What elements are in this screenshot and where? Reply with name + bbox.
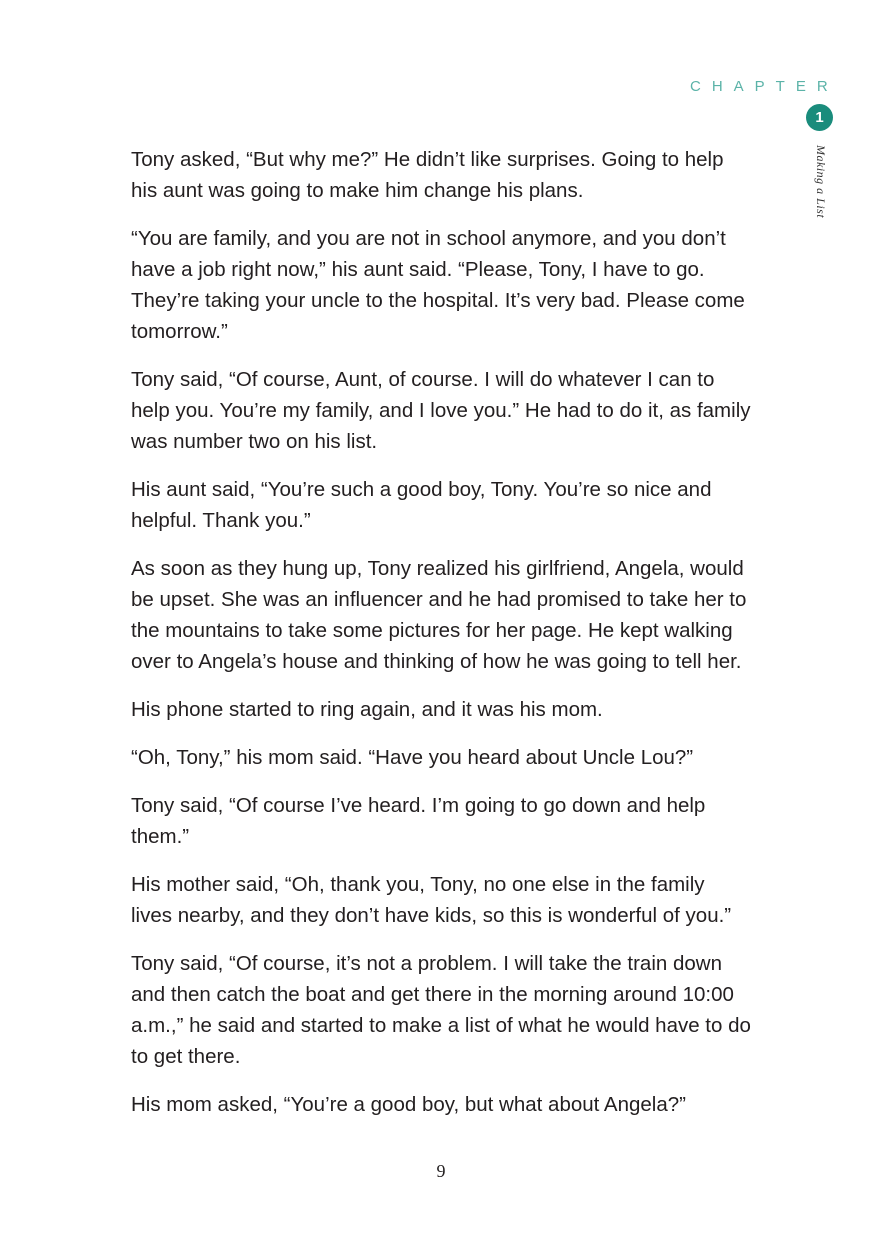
running-title: Making a List bbox=[814, 145, 828, 219]
paragraph: Tony said, “Of course, it’s not a problem. I will take the train down and then catch the boat and get there in the morning around 10:00 a.m.,” he said and started to make a list of what he would have to do to get there. bbox=[131, 952, 751, 1068]
paragraph: Tony asked, “But why me?” He didn’t like surprises. Going to help his aunt was going to make him change his plans. bbox=[131, 148, 724, 202]
chapter-number-badge: 1 bbox=[806, 104, 833, 131]
paragraph: His phone started to ring again, and it was his mom. bbox=[131, 698, 603, 721]
paragraph: “You are family, and you are not in school anymore, and you don’t have a job right now,” his aunt said. “Please, Tony, I have to go. They’re taking your uncle to the hospital. It’s very bad. Please come tomorrow.” bbox=[131, 227, 745, 343]
paragraph: His aunt said, “You’re such a good boy, Tony. You’re so nice and helpful. Thank you.” bbox=[131, 478, 712, 532]
chapter-label: CHAPTER bbox=[690, 78, 839, 95]
page-number: 9 bbox=[436, 1161, 446, 1181]
paragraph: Tony said, “Of course, Aunt, of course. I will do whatever I can to help you. You’re my family, and I love you.” He had to do it, as family was number two on his list. bbox=[131, 368, 751, 453]
paragraph: Tony said, “Of course I’ve heard. I’m going to go down and help them.” bbox=[131, 794, 706, 848]
paragraph: His mom asked, “You’re a good boy, but what about Angela?” bbox=[131, 1093, 686, 1116]
body-text bbox=[131, 144, 751, 1137]
paragraph: As soon as they hung up, Tony realized his girlfriend, Angela, would be upset. She was an influencer and he had promised to take her to the mountains to take some pictures for her page. He kept walking over to Angela’s house and thinking of how he was going to tell her. bbox=[131, 557, 747, 673]
paragraph: “Oh, Tony,” his mom said. “Have you heard about Uncle Lou?” bbox=[131, 746, 694, 769]
paragraph: His mother said, “Oh, thank you, Tony, no one else in the family lives nearby, and they don’t have kids, so this is wonderful of you.” bbox=[131, 873, 732, 927]
